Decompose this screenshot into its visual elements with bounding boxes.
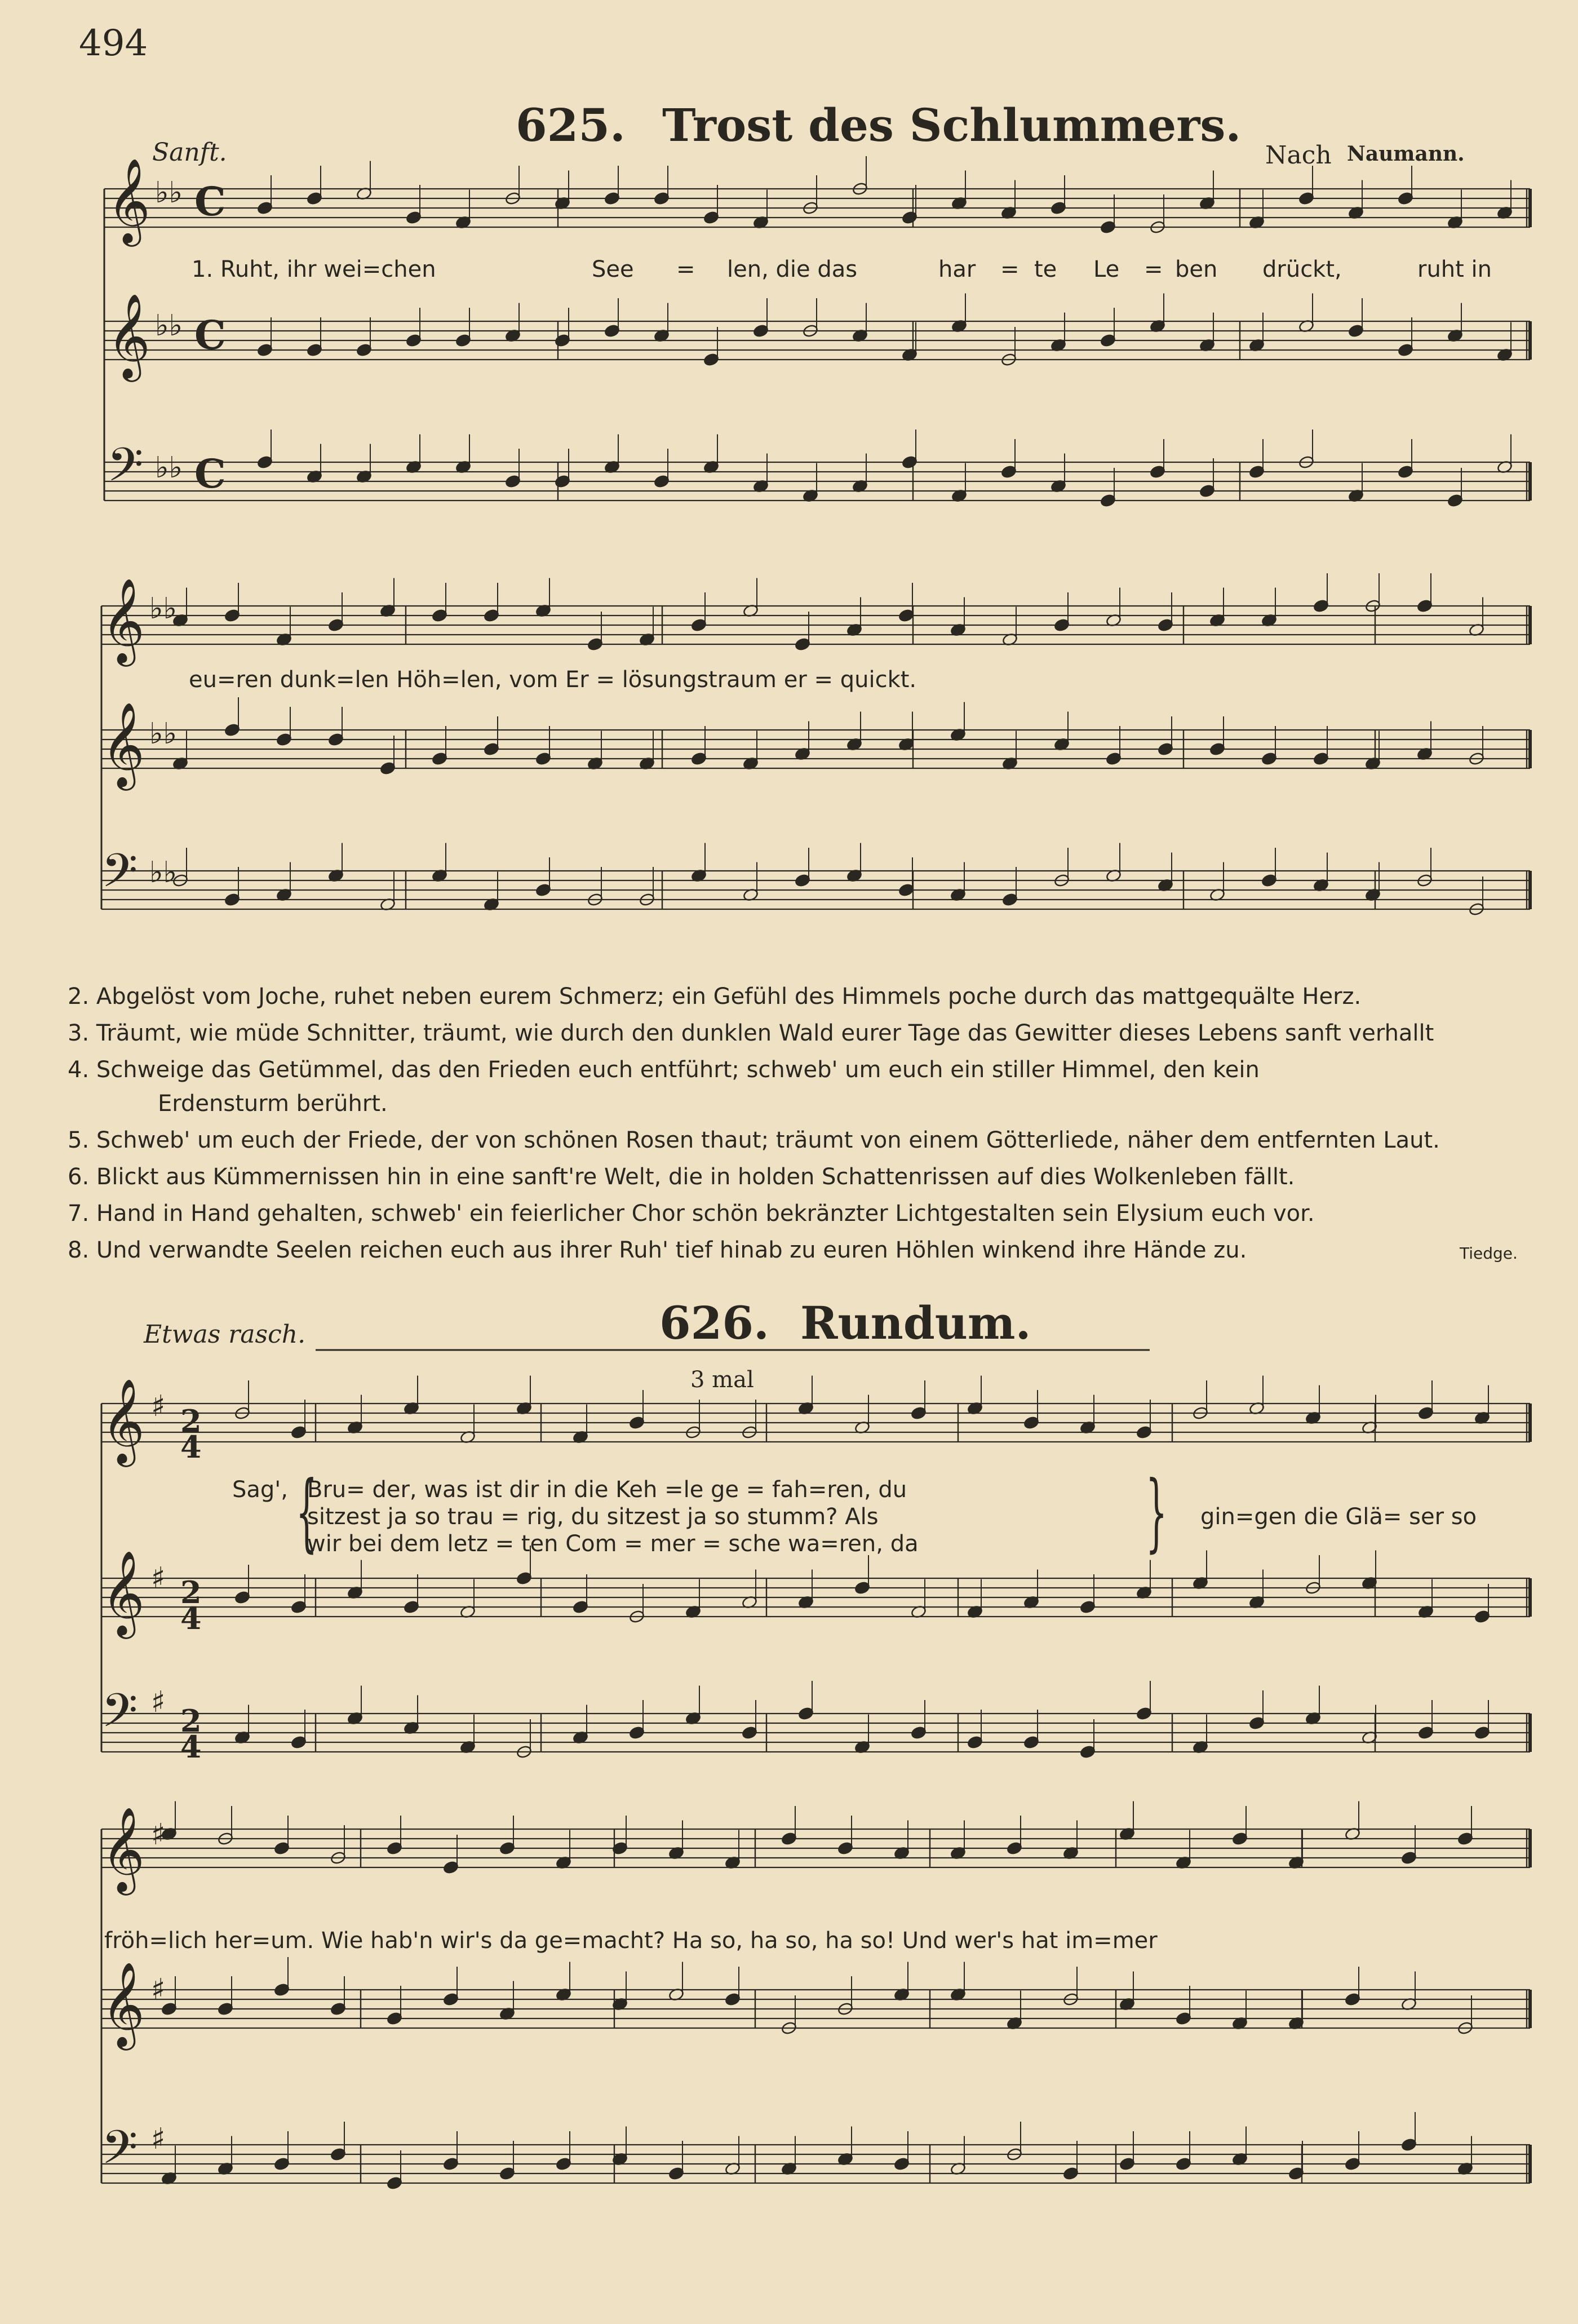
key-signature-sharp: ♯ <box>151 2122 166 2156</box>
time-signature <box>180 1574 202 1636</box>
lyric-word: = <box>1000 256 1020 282</box>
verse-6: 6. Blickt aus Kümmernissen hin in eine sanft're Welt, die in holden Schattenrissen auf dies Wolkenleben fällt. <box>68 1164 1295 1190</box>
time-signature <box>180 1703 202 1765</box>
lyric-word: = <box>676 256 695 282</box>
bass-clef: 𝄢 <box>101 2120 138 2186</box>
song-626-title: Rundum. <box>800 1296 1031 1349</box>
song-626-tempo: Etwas rasch. <box>144 1320 306 1349</box>
time-signature <box>180 1403 202 1465</box>
verse-4-continued: Erdensturm berührt. <box>158 1091 388 1117</box>
common-time: C <box>194 450 226 497</box>
lyric-line-2: sitzest ja so trau = rig, du sitzest ja so stumm? Als <box>307 1504 879 1530</box>
verse-4: 4. Schweige das Getümmel, das den Frieden euch entführt; schweb' um euch ein stiller Himmel, den kein <box>68 1057 1260 1083</box>
treble-clef: 𝄞 <box>101 701 145 787</box>
bass-clef: 𝄢 <box>101 843 138 909</box>
treble-clef: 𝄞 <box>101 1961 145 2047</box>
verse-2: 2. Abgelöst vom Joche, ruhet neben eurem Schmerz; ein Gefühl des Himmels poche durch das mattgequälte Herz. <box>68 984 1362 1010</box>
lyric-brace-right: } <box>1146 1463 1168 1561</box>
key-signature-sharp: ♯ <box>151 1973 166 2007</box>
song-625-attribution-name: Naumann. <box>1347 142 1465 166</box>
lyricist: Tiedge. <box>1460 1244 1518 1263</box>
treble-clef: 𝄞 <box>101 1806 145 1892</box>
key-signature-sharp: ♯ <box>151 1389 166 1423</box>
song-625-tempo: Sanft. <box>152 138 227 167</box>
time-bottom: 4 <box>180 1729 202 1765</box>
time-top: 2 <box>180 1403 202 1439</box>
lyric-word: har <box>938 256 976 282</box>
key-signature-sharp: ♯ <box>151 1818 166 1852</box>
verse-7: 7. Hand in Hand gehalten, schweb' ein feierlicher Chor schön bekränzter Lichtgestalten sein Elysium euch vor. <box>68 1201 1315 1227</box>
lyric-word: ruht in <box>1417 256 1492 282</box>
time-bottom: 4 <box>180 1600 202 1636</box>
key-signature-flats: ♭♭ <box>149 592 178 626</box>
treble-clef: 𝄞 <box>101 1378 145 1463</box>
verse-5: 5. Schweb' um euch der Friede, der von schönen Rosen thaut; träumt von einem Götterliede, näher dem entfernten Laut. <box>68 1127 1440 1153</box>
lyric-after: gin=gen die Glä= ser so <box>1200 1504 1477 1530</box>
treble-clef: 𝄞 <box>101 577 145 663</box>
lyric-line-4: fröh=lich her=um. Wie hab'n wir's da ge=macht? Ha so, ha so, ha so! Und wer's hat im=mer <box>104 1928 1158 1954</box>
key-signature-flats: ♭♭ <box>155 451 183 485</box>
page-number: 494 <box>79 23 148 64</box>
song-626-number: 626. <box>659 1296 769 1349</box>
lyric-line-1: Bru= der, was ist dir in die Keh =le ge = fah=ren, du <box>307 1477 907 1503</box>
verse-8: 8. Und verwandte Seelen reichen euch aus ihrer Ruh' tief hinab zu euren Höhlen winkend ihre Hände zu. <box>68 1237 1247 1263</box>
lyric-word: ben <box>1175 256 1218 282</box>
lyric-word: Le <box>1093 256 1120 282</box>
lyric-word: len, die das <box>727 256 858 282</box>
treble-clef: 𝄞 <box>101 1550 145 1635</box>
common-time: C <box>194 178 226 225</box>
song-625-attribution-prefix: Nach <box>1265 141 1332 170</box>
lyric-word: See <box>592 256 634 282</box>
song-625-title: Trost des Schlummers. <box>662 99 1242 152</box>
song-625-number: 625. <box>516 99 626 152</box>
repeat-count: 3 mal <box>690 1367 754 1393</box>
key-signature-flats: ♭♭ <box>155 176 183 210</box>
treble-clef: 𝄞 <box>107 293 150 378</box>
key-signature-flats: ♭♭ <box>149 717 178 751</box>
key-signature-sharp: ♯ <box>151 1561 166 1595</box>
lyric-pickup: Sag', <box>232 1477 289 1503</box>
lyric-word: = <box>1144 256 1163 282</box>
key-signature-flats: ♭♭ <box>149 856 178 889</box>
lyric-line-2: eu=ren dunk=len Höh=len, vom Er = lösungstraum er = quickt. <box>189 667 917 693</box>
lyric-word: 1. Ruht, ihr wei=chen <box>192 256 436 282</box>
bass-clef: 𝄢 <box>107 437 144 503</box>
lyric-brace-left: { <box>296 1463 318 1561</box>
key-signature-flats: ♭♭ <box>155 309 183 343</box>
treble-clef: 𝄞 <box>107 157 150 243</box>
common-time: C <box>194 312 226 358</box>
bass-clef: 𝄢 <box>101 1683 138 1749</box>
lyric-word: te <box>1034 256 1057 282</box>
verse-3: 3. Träumt, wie müde Schnitter, träumt, wie durch den dunklen Wald eurer Tage das Gewitter dieses Lebens sanft verhallt <box>68 1020 1434 1046</box>
lyric-line-3: wir bei dem letz = ten Com = mer = sche wa=ren, da <box>307 1531 919 1557</box>
key-signature-sharp: ♯ <box>151 1685 166 1719</box>
time-bottom: 4 <box>180 1429 202 1465</box>
time-top: 2 <box>180 1574 202 1610</box>
time-top: 2 <box>180 1703 202 1739</box>
lyric-word: drückt, <box>1262 256 1342 282</box>
